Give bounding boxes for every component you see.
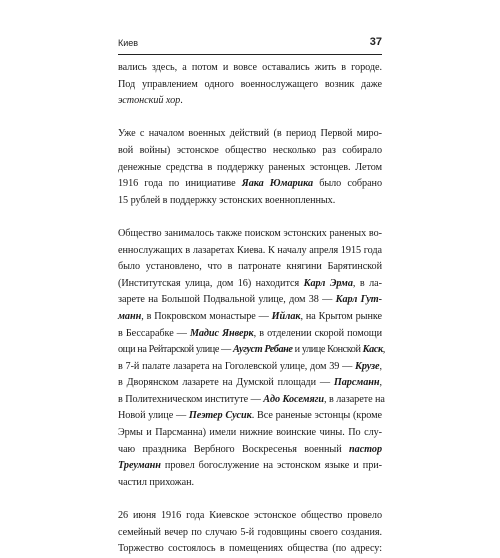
- text-line: 26 июня 1916 года Киевское эстонское общество провело: [118, 510, 382, 522]
- text-line: в Политехническом институте — Адо Косемяги, в лазарете на: [118, 393, 385, 405]
- text-line: Эрмы и Парсманна) имели нижние воинские чины. По слу-: [118, 427, 382, 439]
- paragraph-gap: [118, 110, 382, 127]
- person-name: Каск: [362, 344, 383, 356]
- text-line: семейный вечер по случаю 5-й годовщины своего создания.: [118, 526, 382, 538]
- text-line: денежные средства в поддержку раненых эстонцев. Летом: [118, 161, 382, 173]
- emphasis: эстонский хор: [118, 95, 181, 107]
- person-name: манн: [118, 310, 142, 322]
- person-name: Аугуст Ребане: [232, 344, 293, 356]
- text-line: ощи на Рейтарской улице — Аугуст Ребане и улице Конской Каск,: [118, 344, 385, 356]
- person-name: Ийлак: [271, 310, 301, 322]
- text-line: Общество занималось также поиском эстонских раненых во-: [118, 227, 382, 239]
- text-line: частил прихожан.: [118, 476, 195, 488]
- text-line: чаю праздника Вербного Воскресенья военный пастор: [118, 443, 382, 455]
- person-name: Треуманн: [118, 460, 161, 472]
- text-line: вались здесь, а потом и вовсе оставались жить в городе.: [118, 62, 382, 73]
- text-line: 1916 года по инициативе Яака Юмарика было собрано: [118, 178, 382, 190]
- text-line: Под управлением одного военнослужащего возник даже: [118, 78, 382, 90]
- header-rule: [118, 54, 382, 55]
- person-name: Парсманн: [333, 377, 380, 389]
- text-line: (Институтская улица, дом 16) находится Карл Эрма, в ла-: [118, 277, 383, 289]
- text-line: еннослужащих в лазаретах Киева. К началу апреля 1915 года: [118, 244, 382, 256]
- paragraph-gap: [118, 209, 382, 226]
- text-line: Торжество состоялось в помещениях общества (по адресу:: [118, 543, 382, 555]
- text-line: Уже с началом военных действий (в период Первой миро-: [118, 128, 382, 140]
- text-line: зарете на Большой Подвальной улице, дом 38 — Карл Гут-: [118, 294, 383, 306]
- chapter-title: Киев: [118, 38, 139, 48]
- text-line: в Бессарабке — Мадис Янверк, в отделении скорой помощи: [118, 327, 383, 339]
- person-name: Карл Гут-: [335, 294, 383, 306]
- person-name: пастор: [349, 443, 382, 455]
- person-name: Крузе: [354, 360, 380, 372]
- text-line: эстонский хор.: [118, 95, 183, 107]
- text-line: в 7-й палате лазарета на Гоголевской улице, дом 39 — Крузе,: [118, 360, 382, 372]
- person-name: Карл Эрма: [303, 277, 353, 289]
- body-text: [118, 60, 385, 558]
- text-line: манн, в Покровском монастыре — Ийлак, на Крытом рынке: [118, 310, 382, 322]
- text-line: вой войны) эстонское общество несколько раз собирало: [118, 144, 382, 156]
- text-line: Новой улице — Пеэтер Сусик. Все раненые эстонцы (кроме: [118, 410, 382, 422]
- person-name: Яака Юмарика: [241, 178, 314, 190]
- page-number: 37: [369, 36, 382, 48]
- text-line: Треуманн провел богослужение на эстонском языке и при-: [118, 460, 382, 472]
- person-name: Адо Косемяги: [263, 393, 324, 405]
- text-line: было установлено, что в патронате княгини Барятинской: [118, 261, 382, 273]
- person-name: Мадис Янверк: [189, 327, 254, 339]
- text-line: в Дворянском лазарете на Думской площади — Парсманн,: [118, 377, 382, 389]
- person-name: Пеэтер Сусик: [188, 410, 252, 422]
- text-line: 15 рублей в поддержку эстонских военнопленных.: [118, 194, 336, 206]
